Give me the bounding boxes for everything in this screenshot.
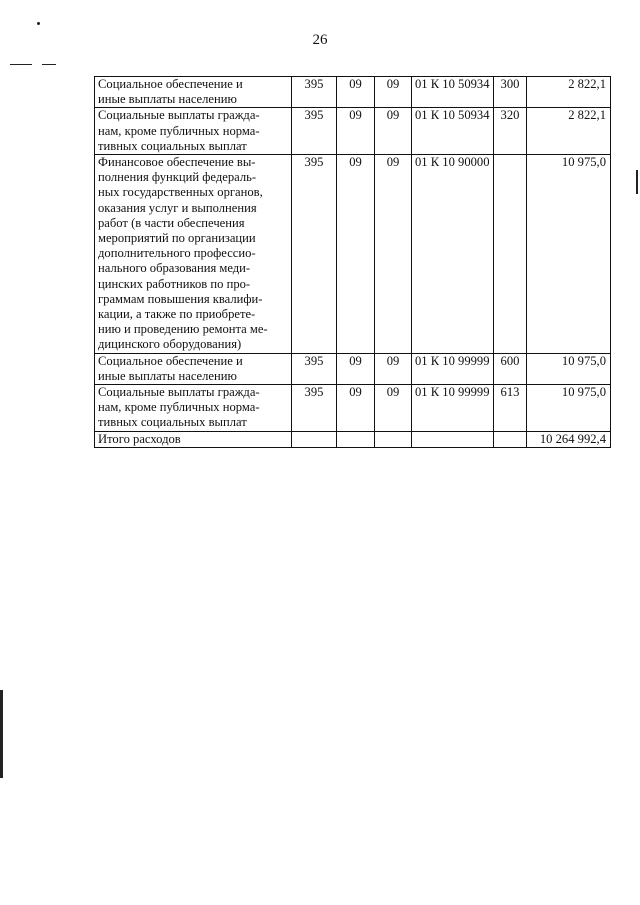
- cell-sum: 10 975,0: [527, 353, 611, 384]
- cell-csr: 01 К 10 50934: [412, 77, 494, 108]
- scan-artifact-dot: [37, 22, 40, 25]
- cell-ved: 395: [292, 108, 337, 155]
- cell-name-line: оказания услуг и выполнения: [98, 200, 257, 215]
- cell-name-line: мероприятий по организации: [98, 231, 256, 246]
- cell-name-line: ных государственных органов,: [98, 185, 263, 200]
- cell-vr: 320: [494, 108, 527, 155]
- table-row: [95, 77, 611, 108]
- cell-ved: 395: [292, 353, 337, 384]
- cell-ved: 395: [292, 155, 337, 354]
- table-row: [95, 385, 611, 432]
- cell-csr: 01 К 10 99999: [412, 353, 494, 384]
- cell-name-line: тивных социальных выплат: [98, 138, 247, 153]
- cell-pr: 09: [375, 385, 412, 432]
- cell-name: [95, 431, 292, 447]
- cell-vr: 300: [494, 77, 527, 108]
- table-row: [95, 353, 611, 384]
- cell-name-line: кации, а также по приобрете-: [98, 307, 256, 322]
- cell-name: [95, 108, 292, 155]
- cell-rz: [337, 431, 375, 447]
- cell-name-line: иные выплаты населению: [98, 368, 237, 383]
- cell-name: [95, 155, 292, 354]
- table-row: [95, 431, 611, 447]
- cell-ved: 395: [292, 385, 337, 432]
- cell-rz: 09: [337, 155, 375, 354]
- cell-pr: [375, 431, 412, 447]
- cell-ved: [292, 431, 337, 447]
- cell-rz: 09: [337, 353, 375, 384]
- cell-pr: 09: [375, 353, 412, 384]
- cell-pr: 09: [375, 77, 412, 108]
- cell-name-line: дицинского оборудования): [98, 337, 242, 352]
- cell-name-line: Финансовое обеспечение вы-: [98, 155, 256, 170]
- cell-name-line: тивных социальных выплат: [98, 415, 247, 430]
- cell-vr: [494, 431, 527, 447]
- cell-pr: 09: [375, 155, 412, 354]
- cell-rz: 09: [337, 385, 375, 432]
- cell-name-line: иные выплаты населению: [98, 92, 237, 107]
- budget-table: [94, 76, 611, 448]
- page-number: 26: [312, 32, 328, 48]
- cell-name-line: полнения функций федераль-: [98, 170, 257, 185]
- scan-artifact-right-edge: [636, 170, 638, 194]
- scan-artifact-left-edge: [0, 690, 3, 778]
- cell-name-line: нию и проведению ремонта ме-: [98, 322, 268, 337]
- cell-rz: 09: [337, 108, 375, 155]
- cell-pr: 09: [375, 108, 412, 155]
- cell-csr: 01 К 10 90000: [412, 155, 494, 354]
- cell-ved: 395: [292, 77, 337, 108]
- cell-csr: 01 К 10 50934: [412, 108, 494, 155]
- cell-name-line: Социальное обеспечение и: [98, 77, 243, 91]
- cell-csr: [412, 431, 494, 447]
- cell-name-line: Социальные выплаты гражда-: [98, 385, 260, 400]
- cell-name: [95, 77, 292, 108]
- cell-name: [95, 353, 292, 384]
- cell-name-line: цинских работников по про-: [98, 276, 251, 291]
- cell-sum: 10 975,0: [527, 385, 611, 432]
- cell-name-line: нам, кроме публичных норма-: [98, 400, 260, 415]
- scan-artifact-dash: [10, 64, 32, 65]
- cell-sum: 2 822,1: [527, 77, 611, 108]
- cell-name-line: Социальное обеспечение и: [98, 353, 243, 368]
- cell-sum: 10 975,0: [527, 155, 611, 354]
- cell-name-line: нального образования меди-: [98, 261, 251, 276]
- cell-name-line: нам, кроме публичных норма-: [98, 123, 260, 138]
- cell-sum: 2 822,1: [527, 108, 611, 155]
- cell-name-line: дополнительного профессио-: [98, 246, 256, 261]
- cell-vr: 600: [494, 353, 527, 384]
- cell-name-line: Социальные выплаты гражда-: [98, 108, 260, 123]
- cell-name-line: Итого расходов: [98, 431, 181, 446]
- table-row: [95, 155, 611, 354]
- cell-rz: 09: [337, 77, 375, 108]
- cell-csr: 01 К 10 99999: [412, 385, 494, 432]
- cell-sum: 10 264 992,4: [527, 431, 611, 447]
- scan-artifact-dash: [42, 64, 56, 65]
- cell-name-line: работ (в части обеспечения: [98, 215, 245, 230]
- cell-name-line: граммам повышения квалифи-: [98, 291, 263, 306]
- cell-name: [95, 385, 292, 432]
- cell-vr: [494, 155, 527, 354]
- table-row: [95, 108, 611, 155]
- cell-vr: 613: [494, 385, 527, 432]
